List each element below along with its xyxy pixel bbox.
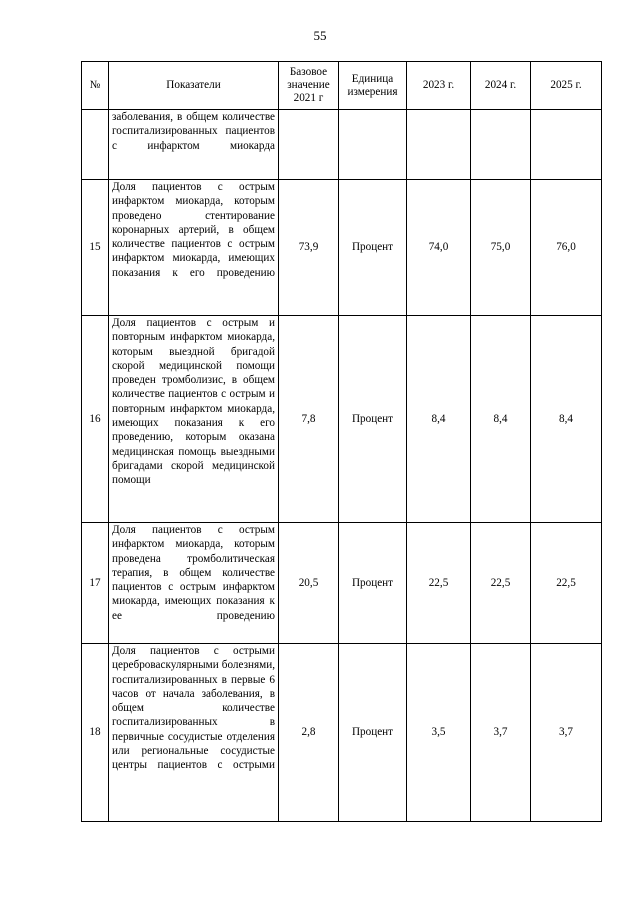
row-2025-value: 76,0	[531, 180, 602, 316]
indicators-table	[81, 61, 602, 822]
row-indicator: Доля пациентов с острым инфарктом миокарда, которым проведена тромболитическая терапия, в общем количестве пациентов с острым инфарктом миокарда, имеющих показания к ее проведению	[109, 523, 279, 644]
page-number: 55	[313, 28, 327, 43]
row-2024-value: 75,0	[471, 180, 531, 316]
row-num: 17	[82, 523, 109, 644]
row-indicator: заболевания, в общем количестве госпитализированных пациентов с инфарктом миокарда	[109, 110, 279, 180]
header-2023: 2023 г.	[407, 62, 471, 110]
row-indicator: Доля пациентов с острыми цереброваскулярными болезнями, госпитализированных в первые 6 часов от начала заболевания, в общем количестве госпитализированных в первичные сосудистые отделения или региональные сосудистые центры пациентов с острыми	[109, 644, 279, 822]
row-2024-value	[471, 110, 531, 180]
row-num: 18	[82, 644, 109, 822]
row-indicator: Доля пациентов с острым и повторным инфарктом миокарда, которым выездной бригадой скорой медицинской помощи проведен тромболизис, в общем количестве пациентов с острым и повторным инфарктом миокарда, имеющих показания к его проведению, которым оказана медицинская помощь выездными бригадами скорой медицинской помощи	[109, 316, 279, 523]
header-2024: 2024 г.	[471, 62, 531, 110]
row-num	[82, 110, 109, 180]
row-base-value	[279, 110, 339, 180]
row-2024-value: 22,5	[471, 523, 531, 644]
header-num: №	[82, 62, 109, 110]
header-2025: 2025 г.	[531, 62, 602, 110]
row-2024-value: 8,4	[471, 316, 531, 523]
row-unit: Процент	[339, 644, 407, 822]
row-indicator: Доля пациентов с острым инфарктом миокарда, которым проведено стентирование коронарных артерий, в общем количестве пациентов с острым инфарктом миокарда, имеющих показания к его проведению	[109, 180, 279, 316]
row-base-value: 7,8	[279, 316, 339, 523]
row-unit: Процент	[339, 523, 407, 644]
table-row	[82, 523, 602, 644]
row-unit: Процент	[339, 316, 407, 523]
row-unit: Процент	[339, 180, 407, 316]
row-2024-value: 3,7	[471, 644, 531, 822]
header-base: Базовое значение 2021 г	[279, 62, 339, 110]
table-header-row	[82, 62, 602, 110]
table-row	[82, 180, 602, 316]
row-2025-value: 8,4	[531, 316, 602, 523]
table-row	[82, 316, 602, 523]
row-base-value: 2,8	[279, 644, 339, 822]
header-unit: Единица измерения	[339, 62, 407, 110]
header-indicator: Показатели	[109, 62, 279, 110]
row-base-value: 20,5	[279, 523, 339, 644]
row-unit	[339, 110, 407, 180]
row-2025-value: 22,5	[531, 523, 602, 644]
row-base-value: 73,9	[279, 180, 339, 316]
table-row	[82, 110, 602, 180]
row-num: 16	[82, 316, 109, 523]
row-2025-value	[531, 110, 602, 180]
row-2023-value: 3,5	[407, 644, 471, 822]
table-row	[82, 644, 602, 822]
row-2023-value: 74,0	[407, 180, 471, 316]
row-2023-value: 22,5	[407, 523, 471, 644]
row-2025-value: 3,7	[531, 644, 602, 822]
row-2023-value: 8,4	[407, 316, 471, 523]
row-num: 15	[82, 180, 109, 316]
row-2023-value	[407, 110, 471, 180]
